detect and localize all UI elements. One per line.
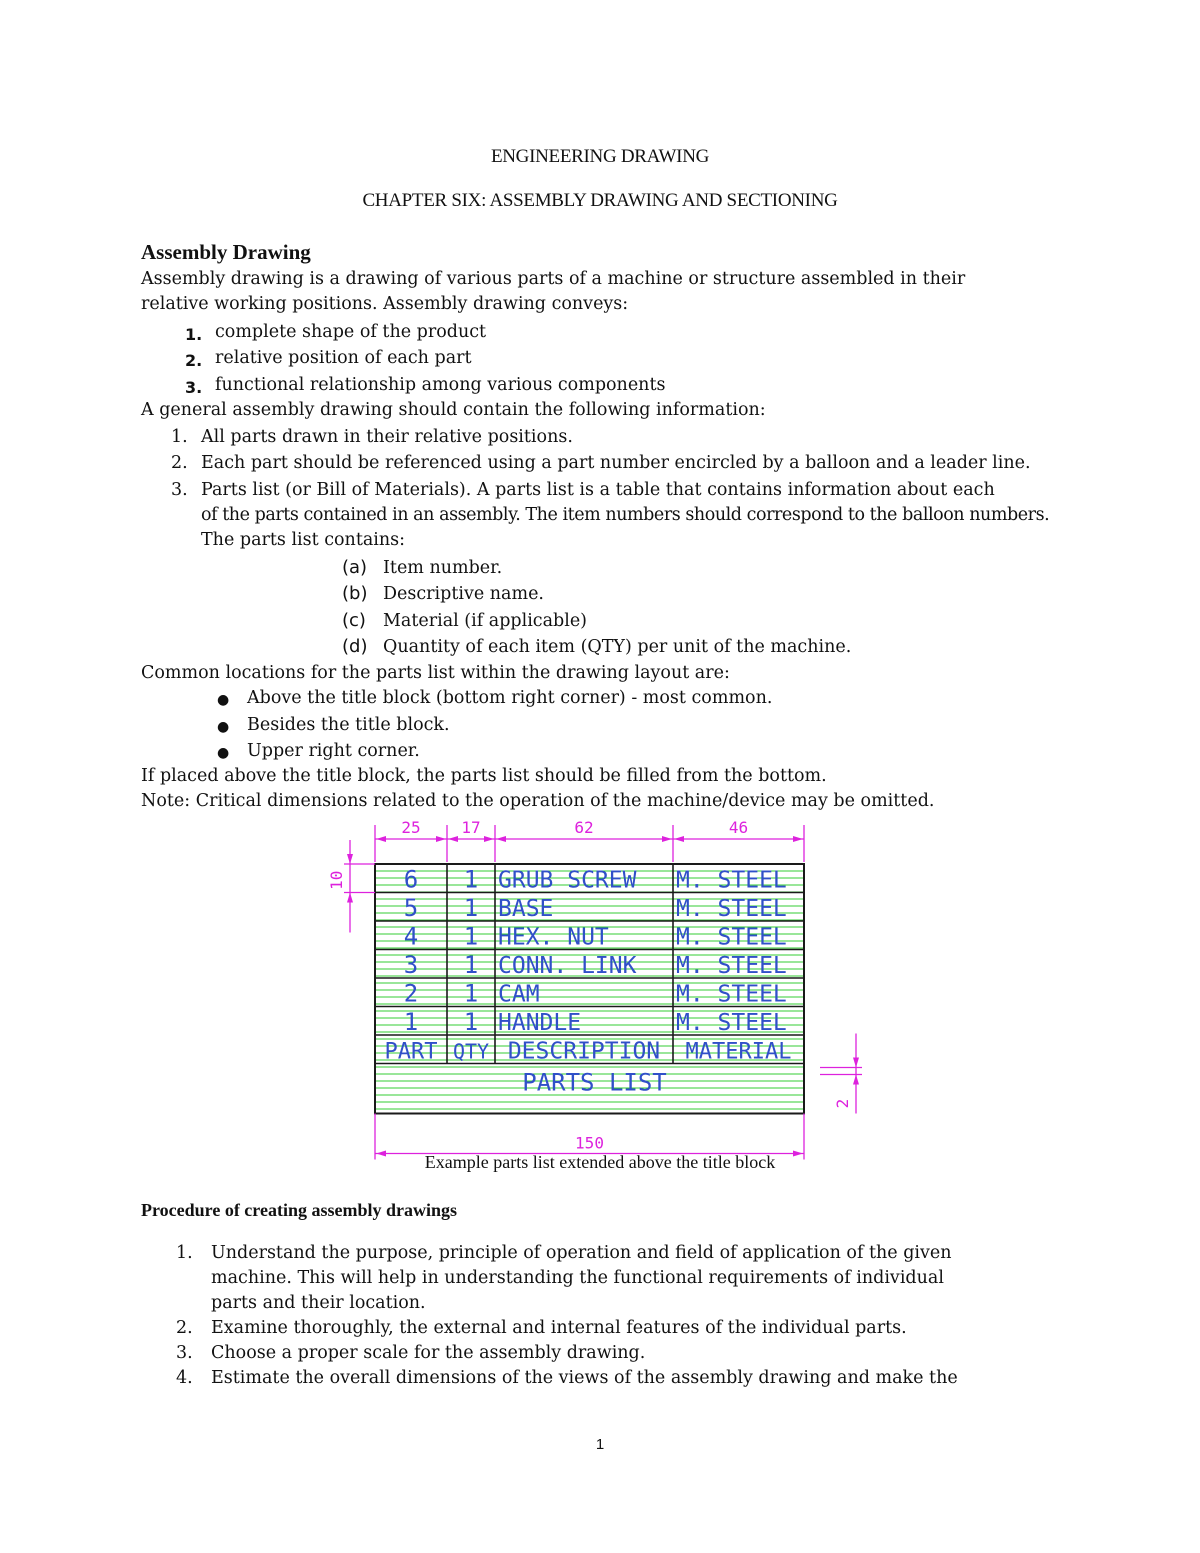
info-item: All parts drawn in their relative positions. — [201, 427, 573, 447]
total-width-label: 150 — [575, 1133, 604, 1153]
info-item: Parts list (or Bill of Materials). A parts list is a table that contains information about each — [201, 480, 995, 500]
info-num: 3. — [171, 480, 188, 500]
column-width-label: 25 — [401, 818, 421, 837]
step-num: 3. — [176, 1343, 193, 1363]
step-text: Estimate the overall dimensions of the views of the assembly drawing and make the — [211, 1368, 958, 1388]
part-number-cell: 4 — [403, 922, 419, 951]
qty-cell: 1 — [463, 1008, 479, 1036]
header-part-cell: PART — [384, 1039, 438, 1065]
document-title: ENGINEERING DRAWING — [490, 146, 710, 167]
contents-item: Quantity of each item (QTY) per unit of the machine. — [383, 637, 852, 657]
title-height-label: 2 — [833, 1098, 852, 1109]
description-cell: HANDLE — [498, 1010, 582, 1036]
contents-label: (c) — [342, 610, 366, 631]
intro-line-2: relative working positions. Assembly drawing conveys: — [141, 294, 629, 314]
description-cell: CONN. LINK — [498, 953, 637, 979]
part-number-cell: 3 — [403, 951, 419, 979]
procedure-heading: Procedure of creating assembly drawings — [141, 1200, 457, 1220]
material-cell: M. STEEL — [676, 924, 787, 951]
material-cell: M. STEEL — [676, 981, 787, 1008]
header-description-cell: DESCRIPTION — [507, 1038, 661, 1065]
step-text: parts and their location. — [211, 1293, 426, 1313]
qty-cell: 1 — [463, 922, 479, 951]
part-number-cell: 6 — [403, 865, 419, 894]
parts-list-figure — [327, 815, 870, 1153]
conveys-num: 1. — [185, 325, 203, 344]
row-height-label: 10 — [327, 870, 346, 890]
location-item: Upper right corner. — [247, 741, 420, 761]
qty-cell: 1 — [463, 894, 479, 922]
description-cell: HEX. NUT — [498, 924, 609, 951]
bullet-icon: ● — [217, 745, 230, 761]
dimension-arrow — [347, 893, 353, 903]
conveys-item: complete shape of the product — [215, 322, 487, 342]
column-width-label: 62 — [574, 818, 594, 837]
dimension-arrow — [853, 1075, 859, 1085]
bullet-icon: ● — [217, 719, 230, 735]
info-num: 2. — [171, 453, 188, 473]
dimension-arrow — [853, 1058, 859, 1068]
section-heading-assembly: Assembly Drawing — [141, 240, 311, 264]
conveys-num: 2. — [185, 351, 203, 370]
dimension-arrow — [436, 836, 446, 842]
contents-label: (d) — [342, 636, 368, 657]
info-item: Each part should be referenced using a part number encircled by a balloon and a leader line. — [201, 453, 1031, 473]
location-item: Besides the title block. — [247, 715, 450, 735]
location-item: Above the title block (bottom right corner) - most common. — [247, 688, 773, 708]
conveys-item: relative position of each part — [215, 348, 472, 368]
material-cell: M. STEEL — [676, 953, 787, 979]
column-width-label: 17 — [461, 818, 481, 837]
contents-item: Item number. — [383, 558, 503, 578]
contents-item: Descriptive name. — [383, 584, 544, 604]
material-cell: M. STEEL — [676, 1010, 787, 1036]
part-number-cell: 5 — [403, 894, 419, 922]
intro-line-1: Assembly drawing is a drawing of various parts of a machine or structure assembled in their — [141, 269, 966, 289]
bullet-icon: ● — [217, 692, 230, 708]
conveys-item: functional relationship among various components — [215, 375, 666, 395]
locations-intro: Common locations for the parts list within the drawing layout are: — [141, 663, 730, 683]
fill-note: If placed above the title block, the parts list should be filled from the bottom. — [141, 766, 827, 786]
figure-caption: Example parts list extended above the title block — [424, 1152, 776, 1172]
note: Note: Critical dimensions related to the operation of the machine/device may be omitted. — [141, 791, 935, 811]
dimension-arrow — [347, 854, 353, 864]
header-qty-cell: QTY — [452, 1039, 490, 1064]
step-num: 1. — [176, 1243, 193, 1263]
dimension-arrow — [674, 836, 684, 842]
step-text: Examine thoroughly, the external and internal features of the individual parts. — [211, 1318, 907, 1338]
column-width-label: 46 — [728, 818, 749, 837]
qty-cell: 1 — [463, 865, 479, 894]
table-text — [385, 866, 792, 1097]
dimension-arrow — [484, 836, 494, 842]
contents-label: (a) — [342, 557, 368, 578]
description-cell: BASE — [498, 896, 554, 922]
step-text: Choose a proper scale for the assembly drawing. — [211, 1343, 646, 1363]
part-number-cell: 1 — [403, 1008, 419, 1036]
dimension-arrow — [662, 836, 672, 842]
dimension-arrow — [793, 836, 803, 842]
part-number-cell: 2 — [403, 979, 419, 1008]
contents-label: (b) — [342, 583, 368, 604]
step-text: machine. This will help in understanding the functional requirements of individual — [211, 1268, 944, 1288]
dimension-arrow — [496, 836, 506, 842]
contents-item: Material (if applicable) — [383, 611, 588, 631]
qty-cell: 1 — [463, 951, 479, 979]
info-item: The parts list contains: — [201, 530, 406, 550]
header-material-cell: MATERIAL — [685, 1039, 792, 1065]
general-intro: A general assembly drawing should contain the following information: — [141, 400, 766, 420]
conveys-num: 3. — [185, 378, 203, 397]
qty-cell: 1 — [463, 979, 479, 1008]
description-cell: GRUB SCREW — [498, 867, 637, 894]
step-num: 4. — [176, 1368, 193, 1388]
info-num: 1. — [171, 427, 188, 447]
dimension-arrow — [448, 836, 458, 842]
chapter-title: CHAPTER SIX: ASSEMBLY DRAWING AND SECTIONING — [362, 190, 838, 211]
description-cell: CAM — [498, 981, 540, 1008]
material-cell: M. STEEL — [676, 867, 787, 894]
step-text: Understand the purpose, principle of operation and field of application of the given — [211, 1243, 952, 1263]
page-number: 1 — [595, 1436, 605, 1453]
material-cell: M. STEEL — [676, 896, 787, 922]
dimension-arrow — [376, 836, 386, 842]
step-num: 2. — [176, 1318, 193, 1338]
info-item: of the parts contained in an assembly. The item numbers should correspond to the balloon numbers. — [201, 505, 1050, 525]
table-title-cell: PARTS LIST — [522, 1068, 667, 1097]
